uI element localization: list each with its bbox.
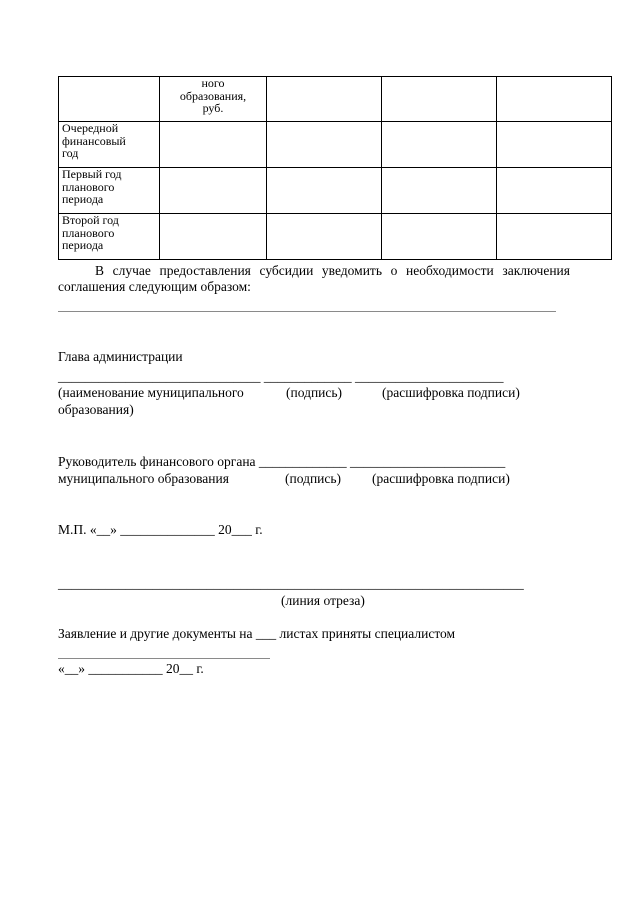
cell-text: Второй год	[62, 213, 119, 227]
table-cell	[382, 122, 497, 168]
acceptance-specialist-line[interactable]	[58, 658, 270, 659]
fin-caption-sign: (подпись)	[285, 471, 342, 486]
table-cell	[59, 168, 160, 214]
table-cell	[497, 77, 612, 122]
notice-line-2: соглашения следующим образом:	[58, 279, 251, 294]
cell-text: финансовый	[62, 133, 126, 148]
caption-sign: (подпись)	[286, 385, 343, 400]
table-cell	[382, 77, 497, 122]
table-cell	[382, 168, 497, 214]
stamp-date-line[interactable]: М.П. «__» ______________ 20___ г.	[58, 522, 263, 537]
caption-name-2: образования)	[58, 402, 134, 417]
table-cell	[160, 122, 267, 168]
table-cell	[497, 214, 612, 260]
table-cell	[160, 77, 267, 122]
cell-text: Первый год	[62, 167, 122, 181]
table-cell	[160, 168, 267, 214]
caption-name: (наименование муниципального	[58, 385, 244, 400]
acceptance-date[interactable]: «__» ___________ 20__ г.	[58, 661, 204, 676]
table-cell	[59, 122, 160, 168]
head-admin-title: Глава администрации	[58, 349, 183, 364]
acceptance-text[interactable]: Заявление и другие документы на ___ листах приняты специалистом	[58, 626, 456, 641]
fin-caption-decode: (расшифровка подписи)	[372, 471, 510, 486]
table-row	[59, 77, 612, 122]
cell-text: периода	[62, 192, 104, 206]
cell-text: ного	[201, 76, 225, 90]
fin-caption-org: муниципального образования	[58, 471, 229, 486]
caption-decode: (расшифровка подписи)	[382, 385, 520, 400]
cell-text: планового	[62, 179, 115, 194]
table-row	[59, 122, 612, 168]
cell-text: Очередной	[62, 121, 119, 135]
table-cell	[267, 214, 382, 260]
notice-line-1: В случае предоставления субсидии уведомить о необходимости заключения	[95, 263, 570, 278]
notice-paragraph	[58, 263, 570, 295]
table-cell	[497, 168, 612, 214]
table-cell	[497, 122, 612, 168]
head-admin-underlines[interactable]: ______________________________ _____________ ______________________	[58, 369, 504, 384]
table-cell	[267, 77, 382, 122]
table-row	[59, 214, 612, 260]
cell-text: планового	[62, 225, 115, 240]
notice-answer-line[interactable]	[58, 311, 556, 312]
table-cell	[267, 122, 382, 168]
cut-line-label: (линия отреза)	[281, 593, 365, 608]
cell-text: периода	[62, 238, 104, 252]
cell-text: руб.	[202, 101, 224, 115]
cell-text: образования,	[179, 88, 247, 103]
table-cell	[59, 77, 160, 122]
fin-head-title[interactable]: Руководитель финансового органа _____________ _______________________	[58, 454, 506, 469]
table-row	[59, 168, 612, 214]
subsidy-table	[58, 76, 612, 260]
cut-line: _____________________________________________________________________	[58, 576, 524, 591]
table-cell	[59, 214, 160, 260]
table-cell	[382, 214, 497, 260]
table-cell	[160, 214, 267, 260]
cell-text: год	[62, 146, 79, 160]
table-cell	[267, 168, 382, 214]
